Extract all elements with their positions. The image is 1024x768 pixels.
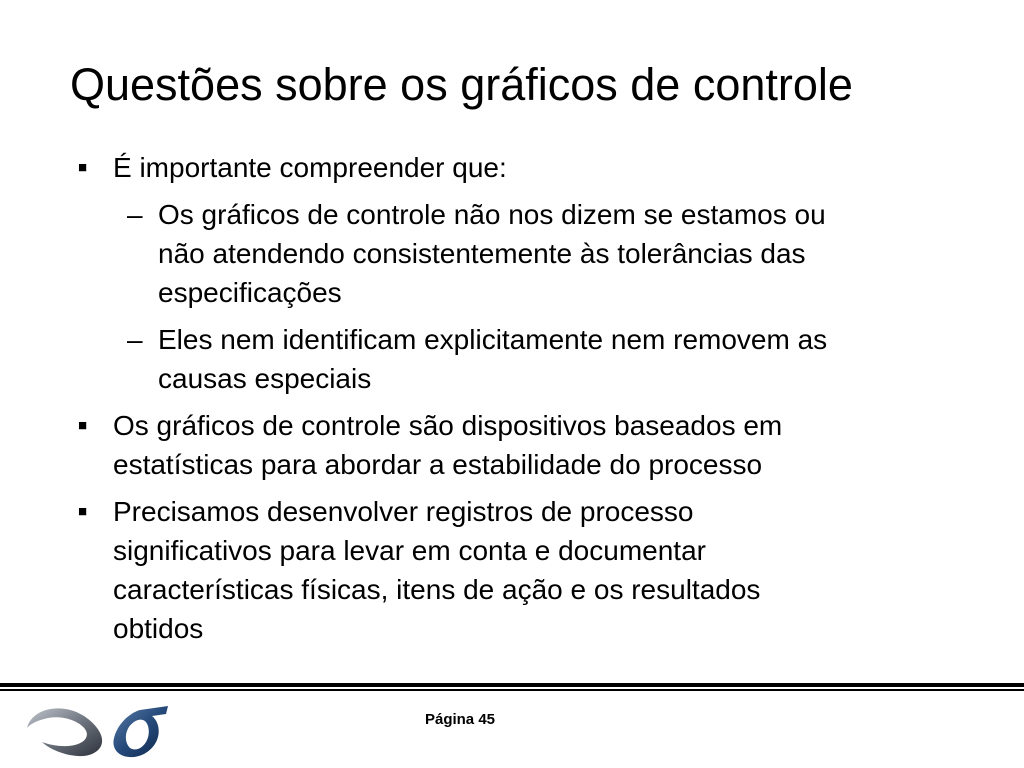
sub-bullet-text-line: especificações [158, 277, 342, 308]
page-number: Página 45 [424, 711, 496, 728]
bullet-text-line: estatísticas para abordar a estabilidade do processo [113, 449, 763, 480]
footer-divider-thin [0, 689, 1024, 691]
bullet-text-line: obtidos [113, 613, 204, 644]
square-bullet-icon: ■ [78, 503, 88, 520]
sub-bullet-text-line: Os gráficos de controle não nos dizem se estamos ou [158, 199, 826, 230]
bullet-text-line: Precisamos desenvolver registros de processo [113, 496, 694, 527]
slide-title: Questões sobre os gráficos de controle [70, 59, 853, 110]
square-bullet-icon: ■ [78, 159, 88, 176]
sub-bullet-text-line: Eles nem identificam explicitamente nem removem as [158, 324, 828, 355]
bullet-text-line: É importante compreender que: [113, 152, 507, 183]
en-dash-icon: – [127, 199, 143, 230]
en-dash-icon: – [127, 324, 143, 355]
square-bullet-icon: ■ [78, 417, 88, 434]
bullet-text-line: Os gráficos de controle são dispositivos baseados em [113, 410, 783, 441]
sigma-swoosh-logo-icon [22, 694, 172, 766]
bullet-text-line: significativos para levar em conta e documentar [113, 535, 706, 566]
sub-bullet-text-line: não atendendo consistentemente às tolerâncias das [158, 238, 806, 269]
footer-divider-thick [0, 683, 1024, 687]
sub-bullet-text-line: causas especiais [158, 363, 372, 394]
bullet-text-line: características físicas, itens de ação e os resultados [113, 574, 761, 605]
